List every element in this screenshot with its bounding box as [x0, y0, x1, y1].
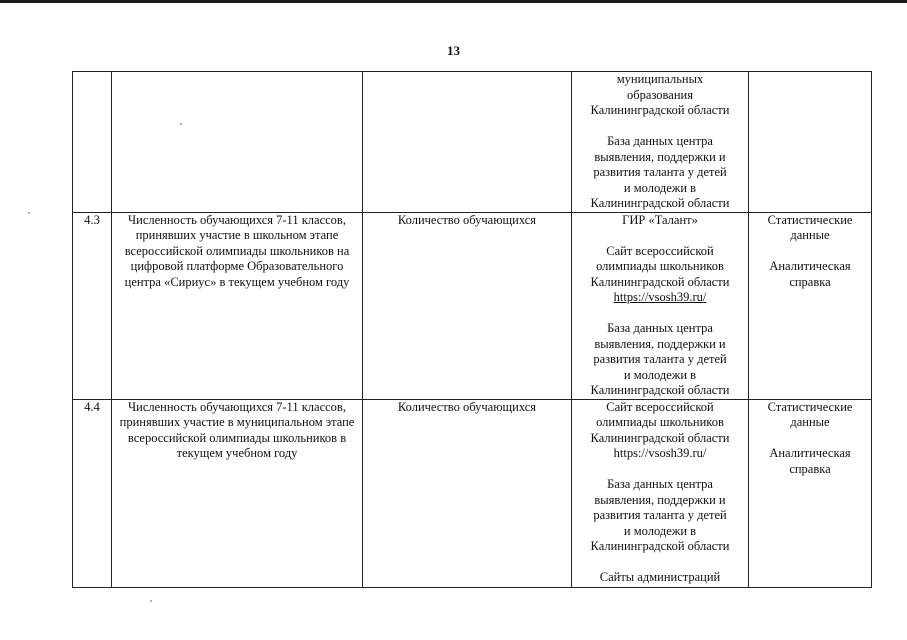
row-number-cell: 4.4: [73, 399, 112, 587]
statistics-line: данные: [790, 228, 830, 242]
indicators-table: [72, 71, 872, 588]
source-line: и молодежи в: [623, 367, 697, 382]
source-line: База данных центра: [607, 134, 713, 148]
source-line: ГИР «Талант»: [622, 212, 698, 227]
source-line: выявления, поддержки и: [594, 149, 726, 164]
scan-speck: [180, 123, 182, 125]
scan-speck: [28, 212, 30, 214]
statistics-line: Статистические: [767, 399, 853, 414]
source-line: [575, 119, 745, 135]
source-line: [575, 555, 745, 571]
source-line: Калининградской области: [590, 196, 730, 210]
statistics-cell: [749, 72, 872, 213]
source-line: https://vsosh39.ru/: [613, 446, 707, 460]
source-line: Сайты администраций: [599, 570, 721, 584]
source-line: Сайт всероссийской: [606, 243, 714, 258]
indicator-cell: Численность обучающихся 7-11 классов, принявших участие в муниципальном этапе всероссийской олимпиады школьников в текущем учебном году: [112, 399, 363, 587]
sources-cell: [572, 72, 749, 213]
row-number-cell: 4.3: [73, 212, 112, 399]
table-row: [73, 399, 872, 587]
statistics-line: Статистические: [767, 212, 853, 227]
measure-cell: [363, 72, 572, 213]
source-line: образования: [627, 87, 693, 102]
source-line: Калининградской области: [590, 103, 730, 117]
row-number-cell: [73, 72, 112, 213]
source-line: Калининградской области: [590, 383, 730, 397]
source-line: Калининградской области: [590, 430, 730, 445]
source-line: [575, 306, 745, 322]
measure-cell: Количество обучающихся: [363, 399, 572, 587]
source-line: муниципальных: [616, 72, 704, 86]
source-line: Калининградской области: [590, 539, 730, 553]
statistics-cell: [749, 212, 872, 399]
source-line: База данных центра: [607, 477, 713, 491]
source-line: и молодежи в: [623, 523, 697, 538]
statistics-line: справка: [789, 461, 831, 476]
source-line: развития таланта у детей: [593, 165, 727, 179]
source-line: и молодежи в: [623, 180, 697, 195]
table-body: [73, 72, 872, 588]
source-line: [575, 228, 745, 244]
source-line: олимпиады школьников: [596, 415, 724, 429]
sources-cell: [572, 212, 749, 399]
source-line: База данных центра: [607, 321, 713, 335]
statistics-line: [752, 431, 868, 447]
source-line: выявления, поддержки и: [594, 336, 726, 351]
statistics-cell: [749, 399, 872, 587]
source-line: Калининградской области: [590, 274, 730, 289]
statistics-line: справка: [789, 274, 831, 289]
source-line: развития таланта у детей: [593, 352, 727, 366]
table-row: [73, 212, 872, 399]
scan-speck: [150, 600, 152, 602]
statistics-line: данные: [790, 415, 830, 429]
source-line: Сайт всероссийской: [606, 399, 714, 414]
statistics-line: Аналитическая: [769, 259, 851, 273]
source-line: [575, 462, 745, 478]
statistics-line: [752, 244, 868, 260]
sources-cell: [572, 399, 749, 587]
table-row: [73, 72, 872, 213]
source-line: олимпиады школьников: [596, 259, 724, 273]
indicator-cell: [112, 72, 363, 213]
measure-cell: Количество обучающихся: [363, 212, 572, 399]
page-top-border: [0, 0, 907, 3]
website-link[interactable]: https://vsosh39.ru/: [613, 290, 707, 304]
page-number: 13: [447, 43, 460, 58]
indicator-cell: Численность обучающихся 7-11 классов, принявших участие в школьном этапе всероссийской олимпиады школьников на цифровой платформе Образовательного центра «Сириус» в текущем учебном году: [112, 212, 363, 399]
source-line: развития таланта у детей: [593, 508, 727, 522]
source-line: выявления, поддержки и: [594, 492, 726, 507]
statistics-line: Аналитическая: [769, 446, 851, 460]
